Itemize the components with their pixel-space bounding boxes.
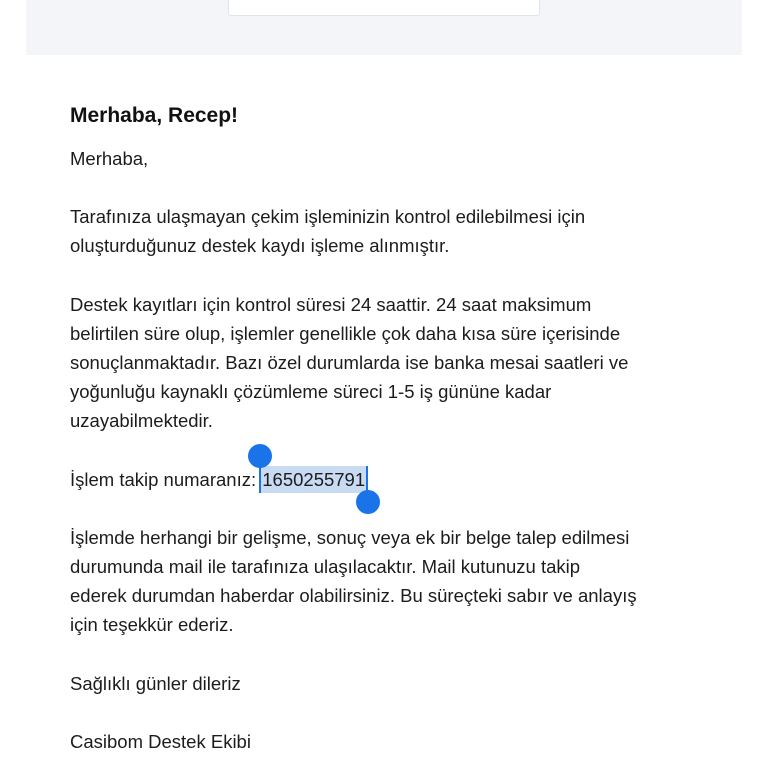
email-closing: Sağlıklı günler dileriz: [70, 672, 241, 694]
paragraph-notification: [70, 523, 710, 640]
email-signature: Casibom Destek Ekibi: [70, 730, 251, 752]
email-salutation: Merhaba,: [70, 148, 149, 169]
paragraph-line: belirtilen süre olup, işlemler genellikle çok daha kısa süre içerisinde: [70, 322, 621, 344]
paragraph-line: durumunda mail ile tarafınıza ulaşılacaktır. Mail kutunuzu takip: [70, 556, 581, 578]
paragraph-line: Destek kayıtları için kontrol süresi 24 saattir. 24 saat maksimum: [70, 293, 592, 315]
email-body: [70, 98, 710, 756]
paragraph-support-ticket: [70, 202, 710, 260]
email-greeting-title: Merhaba, Recep!: [70, 104, 239, 127]
email-header-card: [228, 0, 540, 16]
paragraph-line: yoğunluğu kaynaklı çözümleme süreci 1-5 iş gününe kadar: [70, 381, 552, 403]
paragraph-line: ederek durumdan haberdar olabilirsiniz. Bu süreçteki sabır ve anlayış: [70, 585, 637, 607]
selection-caret-end: [366, 466, 368, 493]
selection-handle-end[interactable]: [356, 490, 380, 514]
paragraph-line: oluşturduğunuz destek kaydı işleme alınmıştır.: [70, 235, 450, 257]
tracking-number-label: İşlem takip numaranız:: [70, 468, 257, 490]
paragraph-line: sonuçlanmaktadır. Bazı özel durumlarda ise banka mesai saatleri ve: [70, 352, 629, 374]
selection-caret-start: [259, 466, 261, 493]
paragraph-line: uzayabilmektedir.: [70, 410, 213, 432]
paragraph-line: için teşekkür ederiz.: [70, 614, 234, 636]
tracking-number-line: [70, 465, 710, 494]
paragraph-line: Tarafınıza ulaşmayan çekim işleminizin kontrol edilebilmesi için: [70, 206, 586, 228]
paragraph-review-time: [70, 290, 710, 436]
email-header-band: [26, 0, 742, 55]
selection-handle-start[interactable]: [248, 444, 272, 468]
tracking-number-selection[interactable]: [261, 466, 366, 493]
paragraph-line: İşlemde herhangi bir gelişme, sonuç veya ek bir belge talep edilmesi: [70, 526, 630, 548]
tracking-number-value[interactable]: 1650255791: [262, 468, 366, 490]
